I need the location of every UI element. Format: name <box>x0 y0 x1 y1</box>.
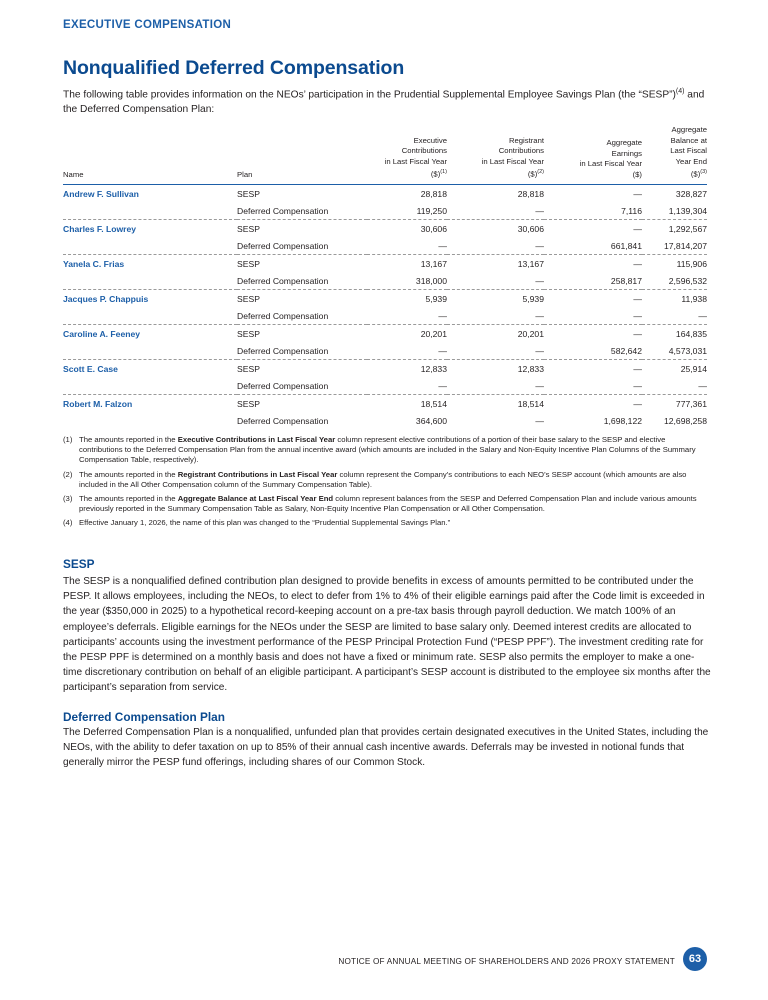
value-cell: 20,201 <box>420 328 447 339</box>
section-label: EXECUTIVE COMPENSATION <box>63 19 232 31</box>
value-cell: — <box>544 377 642 395</box>
value-cell: — <box>633 398 642 409</box>
table-row <box>63 255 707 273</box>
value-cell: 582,642 <box>544 342 642 360</box>
value-cell: 4,573,031 <box>642 342 707 360</box>
executive-name: Yanela C. Frias <box>63 258 125 269</box>
table-row <box>63 342 707 360</box>
plan-cell: Deferred Compensation <box>237 342 367 360</box>
deferred-compensation-paragraph: The Deferred Compensation Plan is a nonqualified, unfunded plan that provides certain designated executives in the United States, including the NEOs, with the ability to defer taxation on up to 85% of their annual cash incentive awards. Deferrals may be invested in notional funds that generally mirror the PESP fund offerings, including shares of our Common Stock. <box>63 727 709 769</box>
value-cell: 5,939 <box>522 293 544 304</box>
intro-text-end: and the Deferred Compensation Plan: <box>63 89 705 115</box>
value-cell: 364,600 <box>415 415 447 426</box>
header-plan: Plan <box>237 125 367 185</box>
footnote-number: (1) <box>63 435 73 444</box>
table-row <box>63 377 707 395</box>
deferred-compensation-table <box>63 125 707 430</box>
empty-cell <box>63 377 237 395</box>
table-body <box>63 185 707 430</box>
value-cell: 119,250 <box>367 202 447 220</box>
intro-paragraph <box>63 85 713 117</box>
value-cell: — <box>642 307 707 325</box>
page-number-badge: 63 <box>683 947 707 971</box>
footnote <box>63 518 708 528</box>
table-row <box>63 412 707 430</box>
plan-cell: Deferred Compensation <box>237 307 367 325</box>
footer-text: NOTICE OF ANNUAL MEETING OF SHAREHOLDERS AND 2026 PROXY STATEMENT <box>338 957 675 966</box>
value-cell: — <box>544 307 642 325</box>
footnote-number: (3) <box>63 494 73 504</box>
executive-name: Andrew F. Sullivan <box>63 188 139 199</box>
value-cell: — <box>447 307 544 325</box>
plan-cell: SESP <box>237 328 260 339</box>
value-cell: 18,514 <box>517 398 544 409</box>
value-cell: 1,292,567 <box>668 223 707 234</box>
table-row <box>63 272 707 290</box>
footnote <box>63 470 708 490</box>
value-cell: 258,817 <box>544 272 642 290</box>
header-aggregate-balance: Aggregate Balance at Last Fiscal Year End ($)$^{(3)}$ <box>642 125 707 185</box>
value-cell: 1,698,122 <box>603 415 642 426</box>
value-cell: 12,833 <box>420 363 447 374</box>
page-title: Nonqualified Deferred Compensation <box>63 57 405 79</box>
value-cell: — <box>367 342 447 360</box>
table-row <box>63 237 707 255</box>
value-cell: — <box>633 223 642 234</box>
value-cell: — <box>633 258 642 269</box>
empty-cell <box>63 307 237 325</box>
value-cell: 661,841 <box>544 237 642 255</box>
value-cell: 11,938 <box>681 293 707 304</box>
value-cell: 2,596,532 <box>642 272 707 290</box>
value-cell: 7,116 <box>544 202 642 220</box>
value-cell: 20,201 <box>517 328 544 339</box>
footnote-text: The amounts reported in the Registrant Contributions in Last Fiscal Year column represent the Company’s contributions to each NEO’s SESP account (which amounts are also included in the All Other Compensation column of the Summary Compensation Table). <box>79 469 687 489</box>
empty-cell <box>63 272 237 290</box>
value-cell: 13,167 <box>420 258 447 269</box>
header-name: Name <box>63 125 237 185</box>
executive-name: Jacques P. Chappuis <box>63 293 149 304</box>
value-cell: 28,818 <box>517 188 544 199</box>
value-cell: 25,914 <box>680 363 707 374</box>
sesp-paragraph: The SESP is a nonqualified defined contribution plan designed to provide benefits in excess of amounts permitted to be contributed under the PESP. It allows employees, including the NEOs, to elect to defer from 1% to 4% of their eligible earnings paid after the Code limit is exceeded in the year ($350,000 in 2025) to a hypothetical record-keeping account on a pre-tax basis through payroll deduction. We match 100% of an employee’s deferrals. Eligible earnings for the NEOs under the SESP are limited to base salary only. Deemed interest credits are allocated to participants’ accounts using the investment performance of the PESP Principal Protection Fund (“PESP PPF”). The investment crediting rate for the PESP PPF is determined on a monthly basis and does not have a fixed or minimum rate. SESP also permits the employer to make a one-time discretionary contribution on behalf of an eligible participant. A participant’s SESP account is distributed to the employee six months after the participant’s separation from service. <box>63 576 711 694</box>
empty-cell <box>63 202 237 220</box>
executive-name: Charles F. Lowrey <box>63 223 137 234</box>
footnote <box>63 494 708 514</box>
deferred-compensation-heading: Deferred Compensation Plan <box>63 710 225 724</box>
table-row <box>63 307 707 325</box>
value-cell: 1,139,304 <box>642 202 707 220</box>
intro-text: The following table provides information on the NEOs’ participation in the Prudential Supplemental Employee Savings Plan (the “SESP”) <box>63 89 676 101</box>
empty-cell <box>63 237 237 255</box>
value-cell: 318,000 <box>367 272 447 290</box>
table-row <box>63 360 707 378</box>
table-row <box>63 325 707 343</box>
plan-cell: Deferred Compensation <box>237 272 367 290</box>
value-cell: 777,361 <box>675 398 707 409</box>
value-cell: — <box>633 363 642 374</box>
value-cell: 18,514 <box>420 398 447 409</box>
footnote-number: (4) <box>63 518 73 528</box>
plan-cell: SESP <box>237 188 260 199</box>
value-cell: — <box>535 415 544 426</box>
value-cell: 30,606 <box>517 223 544 234</box>
plan-cell: SESP <box>237 398 260 409</box>
table-row <box>63 290 707 308</box>
header-registrant-contributions: Registrant Contributions in Last Fiscal Year ($)$^{(2)}$ <box>447 125 544 185</box>
value-cell: — <box>447 202 544 220</box>
plan-cell: Deferred Compensation <box>237 377 367 395</box>
value-cell: 5,939 <box>425 293 447 304</box>
value-cell: — <box>367 307 447 325</box>
value-cell: — <box>447 237 544 255</box>
value-cell: 28,818 <box>420 188 447 199</box>
value-cell: — <box>447 272 544 290</box>
plan-cell: SESP <box>237 363 260 374</box>
value-cell: — <box>367 377 447 395</box>
table-row <box>63 220 707 238</box>
plan-cell: SESP <box>237 258 260 269</box>
empty-cell <box>63 342 237 360</box>
footnote-text: The amounts reported in the Executive Contributions in Last Fiscal Year column represent elective contributions of a portion of their base salary to the SESP and elective contributions to the Deferred Compensation Plan from the annual incentive award (which amounts are included in the Salary and Non-Equity Incentive Plan Columns of the Summary Compensation Table, respectively). <box>79 435 696 465</box>
executive-name: Scott E. Case <box>63 363 118 374</box>
value-cell: 164,835 <box>675 328 707 339</box>
plan-cell: SESP <box>237 293 260 304</box>
plan-cell: SESP <box>237 223 260 234</box>
footnote <box>63 435 708 466</box>
value-cell: — <box>367 237 447 255</box>
value-cell: — <box>447 377 544 395</box>
executive-name: Robert M. Falzon <box>63 398 133 409</box>
value-cell: 12,833 <box>517 363 544 374</box>
table-row <box>63 185 707 203</box>
value-cell: — <box>633 293 642 304</box>
header-executive-contributions: Executive Contributions in Last Fiscal Year ($)$^{(1)}$ <box>367 125 447 185</box>
value-cell: 13,167 <box>517 258 544 269</box>
plan-cell: Deferred Compensation <box>237 237 367 255</box>
footnote-number: (2) <box>63 469 73 479</box>
intro-footnote-ref: (4) <box>675 88 685 95</box>
value-cell: — <box>633 188 642 199</box>
value-cell: 17,814,207 <box>642 237 707 255</box>
table-row <box>63 395 707 413</box>
empty-cell <box>63 412 237 430</box>
sesp-heading: SESP <box>63 557 95 571</box>
executive-name: Caroline A. Feeney <box>63 328 141 339</box>
value-cell: 115,906 <box>676 258 707 269</box>
footnotes <box>63 435 708 533</box>
table-header-row <box>63 125 707 185</box>
value-cell: — <box>633 328 642 339</box>
table-row <box>63 202 707 220</box>
value-cell: 30,606 <box>420 223 447 234</box>
header-aggregate-earnings: Aggregate Earnings in Last Fiscal Year ($) <box>544 125 642 185</box>
value-cell: — <box>447 342 544 360</box>
footnote-text: The amounts reported in the Aggregate Balance at Last Fiscal Year End column represent balances from the SESP and Deferred Compensation Plan and include various amounts previously reported in the Summary Compensation Table as Salary, Non-Equity Incentive Plan Compensation or All Other Compensation. <box>79 494 697 514</box>
footnote-text: Effective January 1, 2026, the name of this plan was changed to the “Prudential Supplemental Savings Plan.” <box>79 518 451 528</box>
value-cell: 328,827 <box>675 188 707 199</box>
plan-cell: Deferred Compensation <box>237 202 367 220</box>
value-cell: 12,698,258 <box>663 415 707 426</box>
value-cell: — <box>642 377 707 395</box>
plan-cell: Deferred Compensation <box>237 415 329 426</box>
